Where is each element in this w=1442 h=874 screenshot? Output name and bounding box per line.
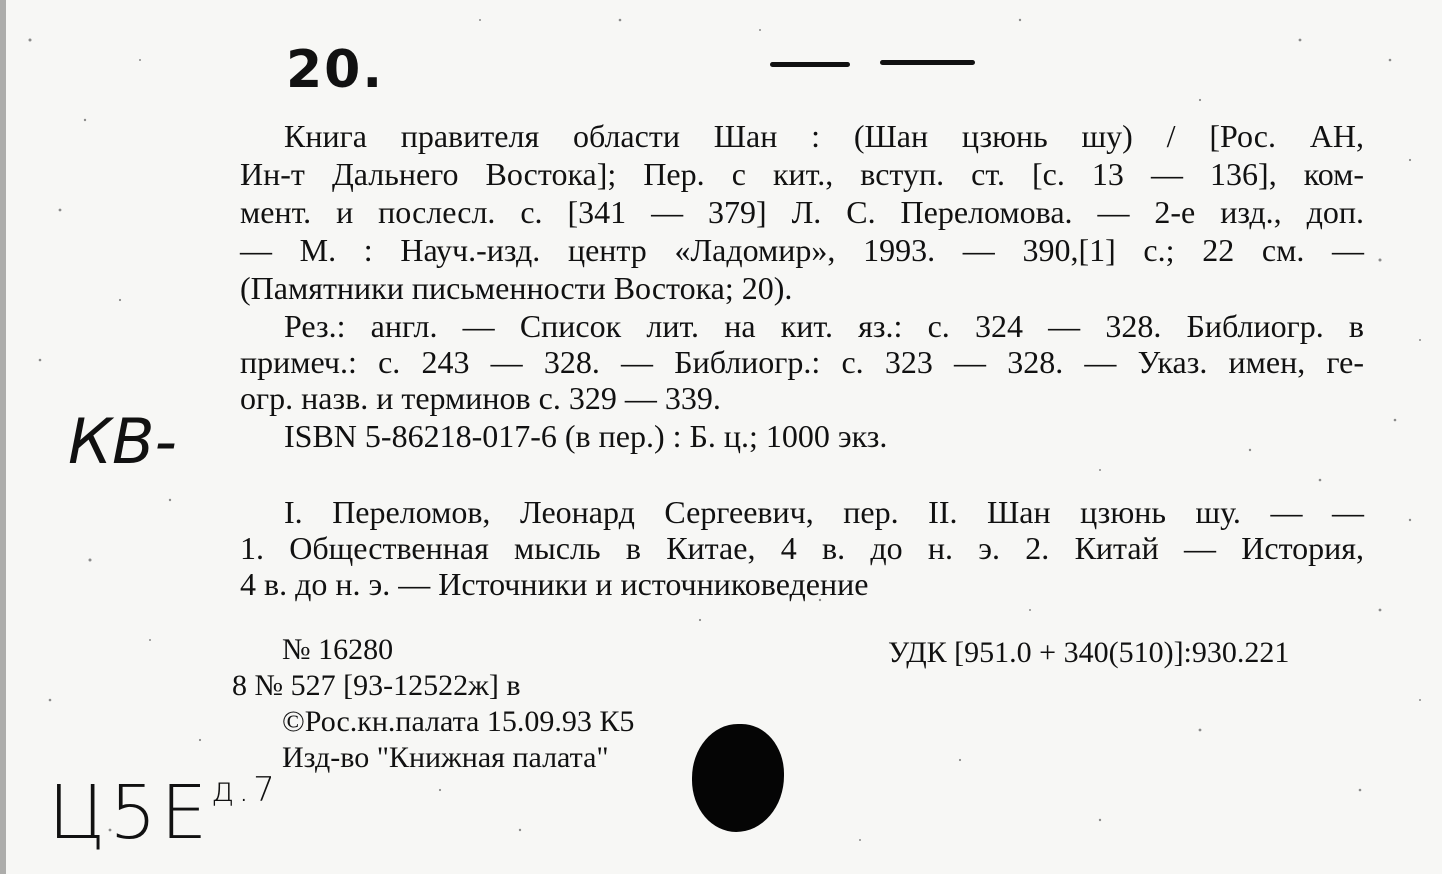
notes-line-2: примеч.: с. 243 — 328. — Библиогр.: с. 323 — 328. — Указ. имен, ге- xyxy=(240,344,1364,380)
notes-line-3: огр. назв. и терминов с. 329 — 339. xyxy=(240,380,721,416)
description-line-1: Книга правителя области Шан : (Шан цзюнь шу) / [Рос. АН, xyxy=(284,118,1364,154)
publisher-imprint: Изд-во "Книжная палата" xyxy=(282,741,609,774)
tracing-line-1: I. Переломов, Леонард Сергеевич, пер. II. Шан цзюнь шу. — — xyxy=(284,494,1364,530)
description-line-3: мент. и послесл. с. [341 — 379] Л. С. Переломова. — 2-е изд., доп. xyxy=(240,194,1364,230)
record-number: № 16280 xyxy=(282,633,394,666)
handwritten-dash-2 xyxy=(880,60,975,65)
card-footer-imprint xyxy=(232,632,634,776)
tracing-line-3: 4 в. до н. э. — Источники и источниковедение xyxy=(240,566,869,602)
description-line-4: — М. : Науч.-изд. центр «Ладомир», 1993. — 390,[1] с.; 22 см. — xyxy=(240,232,1364,268)
handwritten-shelfmark xyxy=(48,770,279,856)
description-line-2: Ин-т Дальнего Востока]; Пер. с кит., вступ. ст. [с. 13 — 136], ком- xyxy=(240,156,1364,192)
isbn-line: ISBN 5-86218-017-6 (в пер.) : Б. ц.; 1000 экз. xyxy=(284,418,888,454)
shelfmark-main: Ц5Е xyxy=(48,770,212,856)
tracing-line-2: 1. Общественная мысль в Китае, 4 в. до н. э. 2. Китай — История, xyxy=(240,530,1364,566)
udc-classification: УДК [951.0 + 340(510)]:930.221 xyxy=(888,636,1290,669)
description-line-5: (Памятники письменности Востока; 20). xyxy=(240,270,793,306)
notes-line-1: Рез.: англ. — Список лит. на кит. яз.: с. 324 — 328. Библиогр. в xyxy=(284,308,1364,344)
shelfmark-sub: д.7 xyxy=(211,770,279,810)
handwritten-dash-1 xyxy=(770,62,850,67)
registration-number: 8 № 527 [93-12522ж] в xyxy=(232,669,521,702)
handwritten-kv-mark: КВ- xyxy=(68,405,177,478)
handwritten-series-number: 20. xyxy=(286,40,385,100)
chamber-copyright: ©Рос.кн.палата 15.09.93 К5 xyxy=(282,705,635,738)
